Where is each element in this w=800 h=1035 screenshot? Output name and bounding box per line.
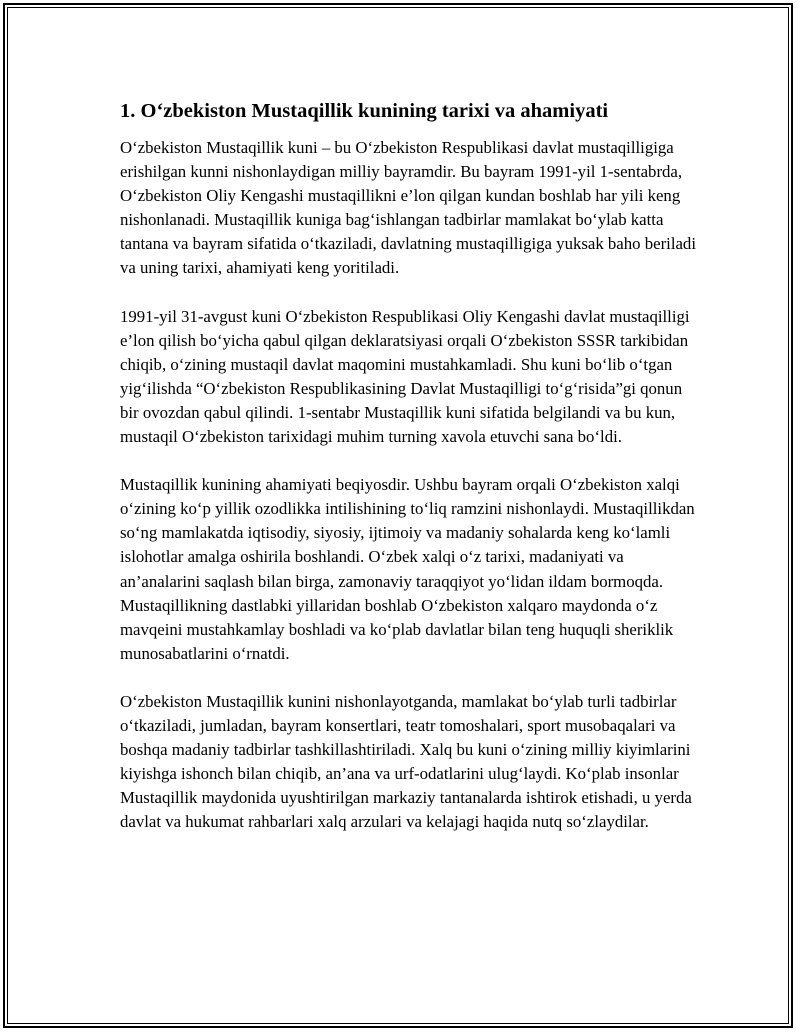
paragraph-4: O‘zbekiston Mustaqillik kunini nishonlayotganda, mamlakat bo‘ylab turli tadbirlar o‘tkaziladi, jumladan, bayram konsertlari, teatr tomoshalari, sport musobaqalari va boshqa madaniy tadbirlar tashkillashtiriladi. Xalq bu kuni o‘zining milliy kiyimlarini kiyishga ishonch bilan chiqib, an’ana va urf-odatlarini ulug‘laydi. Ko‘plab insonlar Mustaqillik maydonida uyushtirilgan markaziy tantanalarda ishtirok etishadi, u yerda davlat va hukumat rahbarlari xalq arzulari va kelajagi haqida nutq so‘zlaydilar. [120,691,692,832]
paragraph-3: Mustaqillik kunining ahamiyati beqiyosdir. Ushbu bayram orqali O‘zbekiston xalqi o‘zining ko‘p yillik ozodlikka intilishining to‘liq ramzini nishonlaydi. Mustaqillikdan so‘ng mamlakatda iqtisodiy, siyosiy, ijtimoiy va madaniy sohalarda keng ko‘lamli islohotlar amalga oshirila boshlandi. O‘zbek xalqi o‘z tarixi, madaniyati va an’analarini saqlash bilan birga, zamonaviy taraqqiyot yo‘lidan ildam bormoqda. Mustaqillikning dastlabki yillaridan boshlab O‘zbekiston xalqaro maydonda o‘z mavqeini mustahkamlay boshladi va ko‘plab davlatlar bilan teng huquqli sheriklik munosabatlarini o‘rnatdi. [120,475,695,663]
document-body [120,97,700,858]
paragraph-2: 1991-yil 31-avgust kuni O‘zbekiston Respublikasi Oliy Kengashi davlat mustaqilligi e’lon qilish bo‘yicha qabul qilgan deklaratsiyasi orqali O‘zbekiston SSSR tarkibidan chiqib, o‘zining mustaqil davlat maqomini mustahkamladi. Shu kuni bo‘lib o‘tgan yig‘ilishda “O‘zbekiston Respublikasining Davlat Mustaqilligi to‘g‘risida”gi qonun bir ovozdan qabul qilindi. 1-sentabr Mustaqillik kuni sifatida belgilandi va bu kun, mustaqil O‘zbekiston tarixidagi muhim turning xavola etuvchi sana bo‘ldi. [120,306,690,447]
paragraph-1: O‘zbekiston Mustaqillik kuni – bu O‘zbekiston Respublikasi davlat mustaqilligiga erishilgan kunni nishonlaydigan milliy bayramdir. Bu bayram 1991-yil 1-sentabrda, O‘zbekiston Oliy Kengashi mustaqillikni e’lon qilgan kundan boshlab har yili keng nishonlanadi. Mustaqillik kuniga bag‘ishlangan tadbirlar mamlakat bo‘ylab katta tantana va bayram sifatida o‘tkaziladi, davlatning mustaqilligiga yuksak baho beriladi va uning tarixi, ahamiyati keng yoritiladi. [120,138,696,278]
document-page [3,3,793,1028]
section-heading: 1. O‘zbekiston Mustaqillik kunining tarixi va ahamiyati [120,100,609,122]
